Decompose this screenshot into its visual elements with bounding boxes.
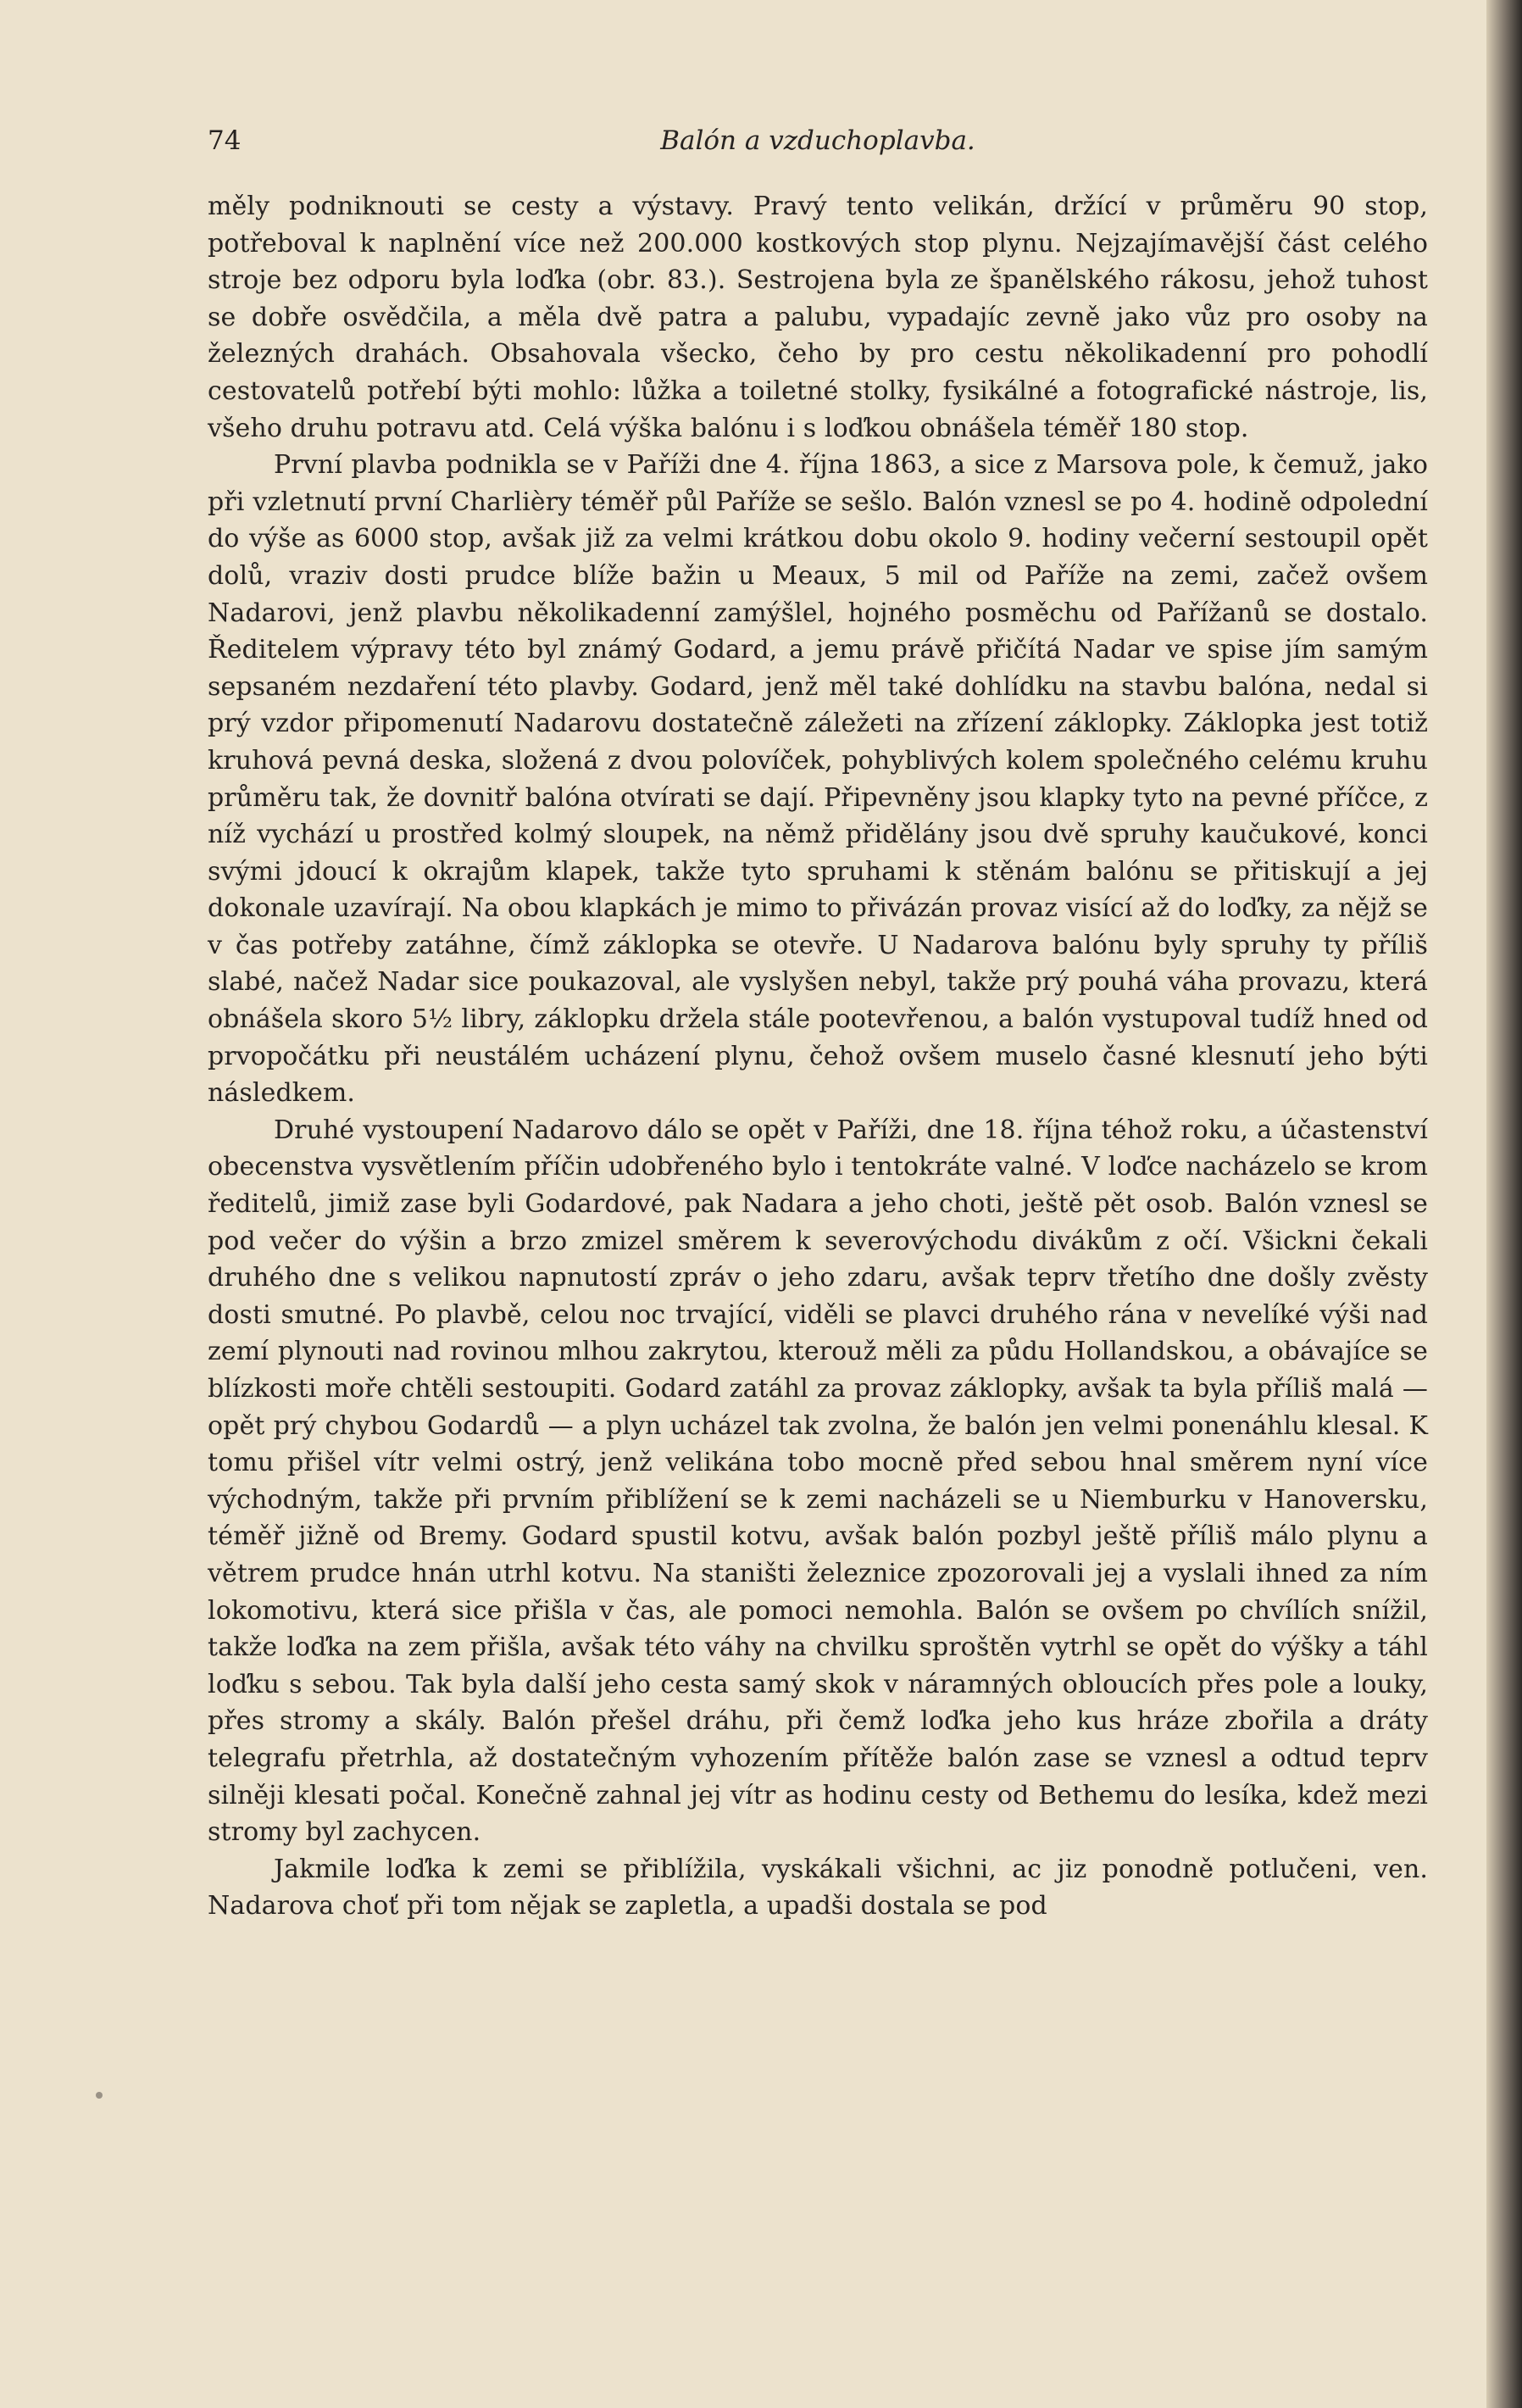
paragraph-first-voyage: První plavba podnikla se v Paříži dne 4. října 1863, a sice z Marsova pole, k čemuž, jako při vzletnutí první Charlièry téměř půl Paříže se sešlo. Balón vznesl se po 4. hodině odpolední do výše as 6000 stop, avšak již za velmi krátkou dobu okolo 9. hodiny večerní sestoupil opět dolů, vraziv dosti prudce blíže bažin u Meaux, 5 mil od Paříže na zemi, začež ovšem Nadarovi, jenž plavbu několikadenní zamýšlel, hojného posměchu od Pařížanů se dostalo. Ředitelem výpravy této byl známý Godard, a jemu právě přičítá Nadar ve spise jím samým sepsaném nezdaření této plavby. Godard, jenž měl také dohlídku na stavbu balóna, nedal si prý vzdor připomenutí Nadarovu dostatečně záležeti na zřízení záklopky. Záklopka jest totiž kruhová pevná deska, složená z dvou polovíček, pohyblivých kolem společného celému kruhu průměru tak, že dovnitř balóna otvírati se dají. Připevněny jsou klapky tyto na pevné příčce, z níž vychází u prostřed kolmý sloupek, na němž přidělány jsou dvě spruhy kaučukové, konci svými jdoucí k okrajům klapek, takže tyto spruhami k stěnám balónu se přitiskují a jej dokonale uzavírají. Na obou klapkách je mimo to přivázán provaz visící až do loďky, za nějž se v čas potřeby zatáhne, čímž záklopka se otevře. U Nadarova balónu byly spruhy ty příliš slabé, načež Nadar sice poukazoval, ale vyslyšen nebyl, takže prý pouhá váha provazu, která obnášela skoro 5½ libry, záklopku držela stále pootevřenou, a balón vystupoval tudíž hned od prvopočátku při neustálém ucházení plynu, čehož ovšem muselo časné klesnutí jeho býti následkem. [208,450,1428,1109]
paragraph-continuation: měly podniknouti se cesty a výstavy. Pravý tento velikán, držící v průměru 90 stop, potřeboval k naplnění více než 200.000 kostkových stop plynu. Nejzajímavější část celého stroje bez odporu byla loďka (obr. 83.). Sestrojena byla ze španělského rákosu, jehož tuhost se dobře osvědčila, a měla dvě patra a palubu, vypadajíc zevně jako vůz pro osoby na železných drahách. Obsahovala všecko, čeho by pro cestu několikadenní pro pohodlí cestovatelů potřebí býti mohlo: lůžka a toiletné stolky, fysikálné a fotografické nástroje, lis, všeho druhu potravu atd. Celá výška balónu i s loďkou obnášela téměř 180 stop. [208,192,1428,443]
page-number: 74 [208,125,242,156]
page-header [208,124,1428,158]
binding-shadow [1486,0,1522,2408]
paragraph-landing: Jakmile loďka k zemi se přiblížila, vyskákali všichni, ac jiz ponodně potlučeni, ven. Nadarova choť při tom nějak se zapletla, a upadši dostala se pod [208,1854,1428,1921]
body-text [208,188,1428,1925]
running-title: Balón a vzduchoplavba. [660,125,975,156]
paragraph-second-voyage: Druhé vystoupení Nadarovo dálo se opět v Paříži, dne 18. října téhož roku, a účastenství obecenstva vysvětlením příčin udobřeného bylo i tentokráte valné. V loďce nacházelo se krom ředitelů, jimiž zase byli Godardové, pak Nadara a jeho choti, ještě pět osob. Balón vznesl se pod večer do výšin a brzo zmizel směrem k severovýchodu divákům z očí. Všickni čekali druhého dne s velikou napnutostí zpráv o jeho zdaru, avšak teprv třetího dne došly zvěsty dosti smutné. Po plavbě, celou noc trvající, viděli se plavci druhého rána v nevelíké výši nad zemí plynouti nad rovinou mlhou zakrytou, kterouž měli za půdu Hollandskou, a obávajíce se blízkosti moře chtěli sestoupiti. Godard zatáhl za provaz záklopky, avšak ta byla příliš malá — opět prý chybou Godardů — a plyn ucházel tak zvolna, že balón jen velmi ponenáhlu klesal. K tomu přišel vítr velmi ostrý, jenž velikána tobo mocně před sebou hnal směrem nyní více východným, takže při prvním přiblížení se k zemi nacházeli se u Niemburku v Hanoversku, téměř jižně od Bremy. Godard spustil kotvu, avšak balón pozbyl ještě příliš málo plynu a větrem prudce hnán utrhl kotvu. Na staništi železnice zpozorovali jej a vyslali ihned za ním lokomotivu, která sice přišla v čas, ale pomoci nemohla. Balón se ovšem po chvílích snížil, takže loďka na zem přišla, avšak této váhy na chvilku sproštěn vytrhl se opět do výšky a táhl loďku s sebou. Tak byla další jeho cesta samý skok v náramných obloucích přes pole a louky, přes stromy a skály. Balón přešel dráhu, při čemž loďka jeho kus hráze zbořila a dráty telegrafu přetrhla, až dostatečným vyhozením přítěže balón zase se vznesl a odtud teprv silněji klesati počal. Konečně zahnal jej vítr as hodinu cesty od Bethemu do lesíka, kdež mezi stromy byl zachycen. [208,1115,1428,1848]
margin-speck [96,2092,103,2099]
